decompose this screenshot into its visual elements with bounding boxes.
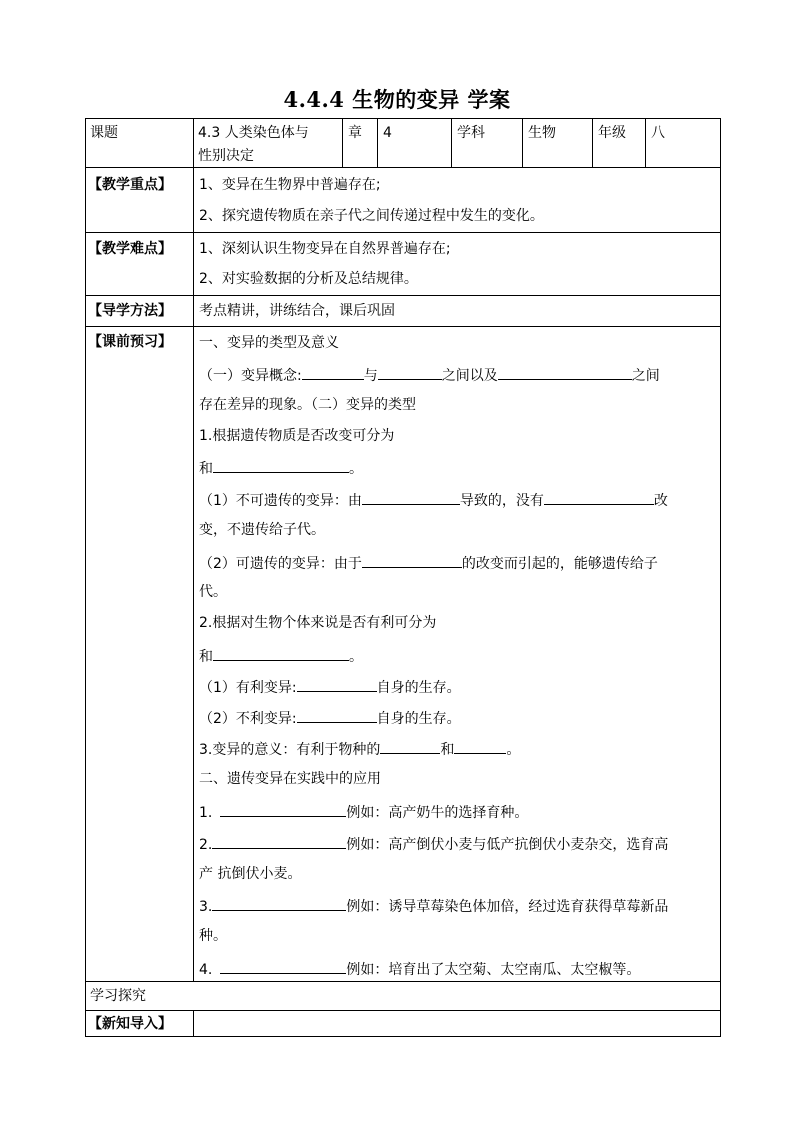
grade-label: 年级 (598, 125, 626, 141)
fill-blank[interactable] (212, 897, 346, 911)
fill-blank[interactable] (297, 709, 377, 723)
question-3: 3.变异的意义：有利于物种的 和 。 (199, 742, 521, 758)
row-divider (85, 981, 721, 982)
question-1a-line2: 变，不遗传给子代。 (199, 522, 325, 538)
explore-label: 学习探究 (90, 988, 146, 1004)
fill-blank[interactable] (212, 835, 346, 849)
topic-value-line1: 4.3 人类染色体与 (198, 125, 309, 141)
topic-label: 课题 (90, 125, 118, 141)
col-divider (522, 118, 523, 168)
col-divider (377, 118, 378, 168)
new-knowledge-label: 【新知导入】 (88, 1016, 172, 1032)
practice-3-line2: 种。 (199, 928, 227, 944)
col-divider (193, 1010, 194, 1037)
difficulty-1: 1、深刻认识生物变异在自然界普遍存在; (199, 241, 451, 257)
key-point-1: 1、变异在生物界中普遍存在; (199, 177, 381, 193)
fill-blank[interactable] (213, 647, 349, 661)
subject-value: 生物 (528, 125, 556, 141)
method-label: 【导学方法】 (88, 303, 172, 319)
question-1b-line2: 代。 (199, 584, 227, 600)
question-1: 1.根据遗传物质是否改变可分为 (199, 428, 395, 444)
fill-blank[interactable] (302, 366, 364, 380)
row-divider (85, 295, 721, 296)
col-divider (342, 118, 343, 168)
col-divider (592, 118, 593, 168)
chapter-label: 章 (348, 125, 362, 141)
fill-blank[interactable] (544, 491, 654, 505)
practice-2-line2: 产 抗倒伏小麦。 (199, 866, 302, 882)
preview-label: 【课前预习】 (88, 334, 172, 350)
question-1b: （2）可遗传的变异：由于 的改变而引起的，能够遗传给子 (199, 556, 658, 572)
fill-blank[interactable] (378, 366, 442, 380)
concept-line: （一）变异概念: 与 之间以及 之间 (199, 368, 660, 384)
subject-label: 学科 (457, 125, 485, 141)
fill-blank[interactable] (213, 459, 349, 473)
question-2b: （2）不利变异: 自身的生存。 (199, 711, 461, 727)
col-divider (451, 118, 452, 168)
chapter-value: 4 (383, 125, 392, 141)
key-point-2: 2、探究遗传物质在亲子代之间传递过程中发生的变化。 (199, 208, 544, 224)
question-2a: （1）有利变异: 自身的生存。 (199, 680, 461, 696)
grade-value: 八 (651, 125, 665, 141)
difficulty-2: 2、对实验数据的分析及总结规律。 (199, 271, 418, 287)
practice-4: 4. 例如：培育出了太空菊、太空南瓜、太空椒等。 (199, 962, 641, 978)
question-2: 2.根据对生物个体来说是否有利可分为 (199, 615, 437, 631)
row-divider (85, 1010, 721, 1011)
fill-blank[interactable] (220, 803, 346, 817)
fill-blank[interactable] (498, 366, 632, 380)
fill-blank[interactable] (362, 554, 462, 568)
practice-2: 2. 例如：高产倒伏小麦与低产抗倒伏小麦杂交，选育高 (199, 837, 669, 853)
difficulties-label: 【教学难点】 (88, 241, 172, 257)
fill-blank[interactable] (454, 740, 506, 754)
practice-3: 3. 例如：诱导草莓染色体加倍，经过选育获得草莓新品 (199, 899, 669, 915)
fill-blank[interactable] (297, 678, 377, 692)
practice-1: 1. 例如：高产奶牛的选择育种。 (199, 805, 529, 821)
page-title: 4.4.4 生物的变异 学案 (283, 87, 511, 112)
key-points-label: 【教学重点】 (88, 177, 172, 193)
question-2-blanks: 和 。 (199, 649, 363, 665)
question-1-blanks: 和 。 (199, 461, 363, 477)
method-value: 考点精讲，讲练结合，课后巩固 (199, 303, 395, 319)
fill-blank[interactable] (380, 740, 440, 754)
row-divider (85, 232, 721, 233)
row-divider (85, 167, 721, 168)
section-heading-2: 二、遗传变异在实践中的应用 (199, 771, 381, 787)
topic-value-line2: 性别决定 (198, 148, 254, 164)
row-divider (85, 326, 721, 327)
col-divider (193, 118, 194, 982)
col-divider (645, 118, 646, 168)
concept-line-2: 存在差异的现象。（二）变异的类型 (199, 397, 416, 413)
section-heading: 一、变异的类型及意义 (199, 335, 339, 351)
question-1a: （1）不可遗传的变异：由 导致的，没有 改 (199, 493, 668, 509)
fill-blank[interactable] (362, 491, 460, 505)
fill-blank[interactable] (220, 960, 346, 974)
